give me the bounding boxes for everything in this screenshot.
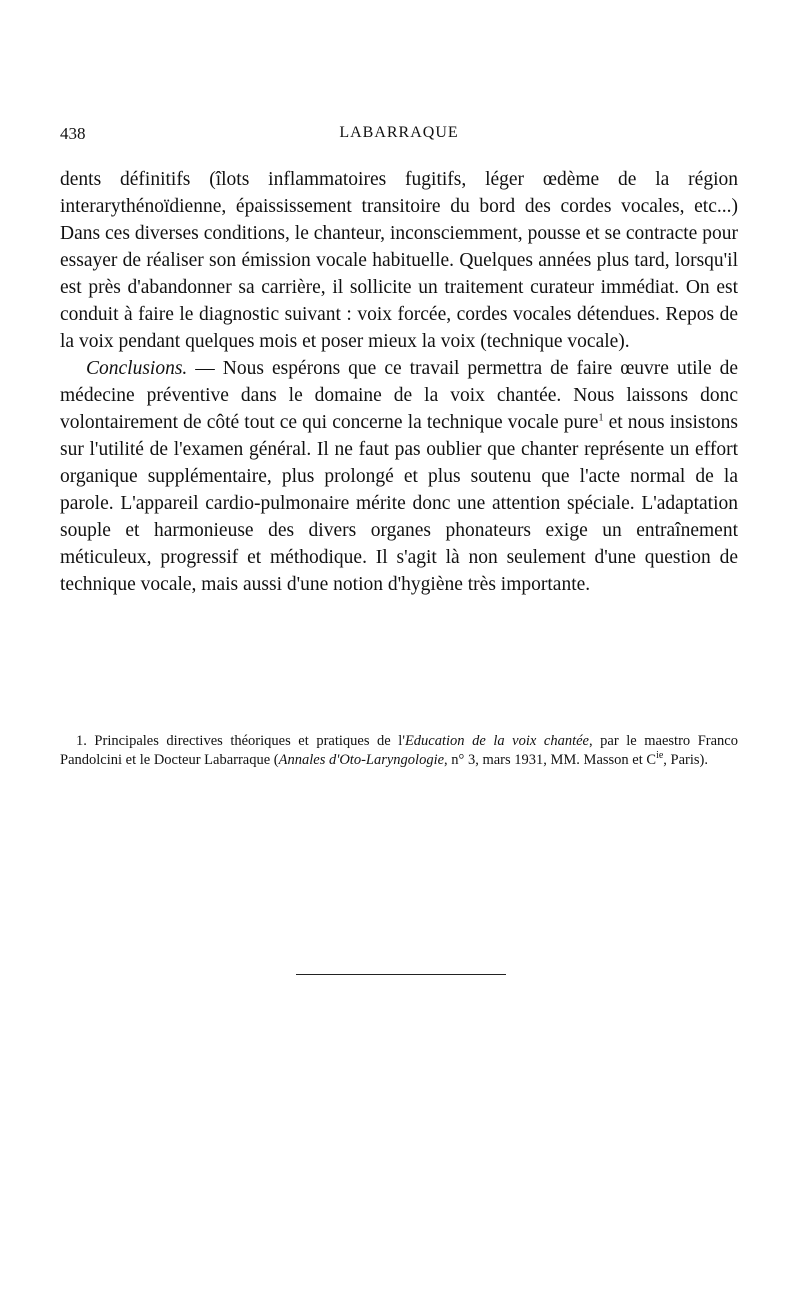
footnote-reference: 1 [598, 412, 604, 424]
footnote-cie-superscript: ie [656, 750, 664, 762]
footnote-text-c: , n° 3, mars 1931, MM. Masson et C [444, 752, 657, 768]
running-title: LABARRAQUE [339, 124, 459, 141]
footnote-text-b: , par le maestro Franco Pandolcini et le Docteur Labarraque ( [60, 733, 738, 768]
footnote-text-d: , Paris). [663, 752, 708, 768]
paragraph-1: dents définitifs (îlots inflammatoires fugitifs, léger œdème de la région interarythénoïdienne, épaississement transitoire du bord des cordes vocales, etc...) Dans ces diverses conditions, le chanteur, inconsciemment, pousse et se contracte pour essayer de réaliser son émission vocale habituelle. Quelques années plus tard, lorsqu'il est près d'abandonner sa carrière, il sollicite un traitement curateur immédiat. On est conduit à faire le diagnostic suivant : voix forcée, cordes vocales détendues. Repos de la voix pendant quelques mois et poser mieux la voix (technique vocale). [60, 169, 738, 352]
footnote-title-1: Education de la voix chantée [404, 733, 589, 749]
conclusions-text-b: et nous insistons sur l'utilité de l'examen général. Il ne faut pas oublier que chanter représente un effort organique supplémentaire, plus prolongé et plus soutenu que l'acte normal de la parole. L'appareil cardio-pulmonaire mérite donc une attention spéciale. L'adaptation souple et harmonieuse des divers organes phonateurs exige un entraînement méticuleux, progressif et méthodique. Il s'agit là non seulement d'une question de technique vocale, mais aussi d'une notion d'hygiène très importante. [60, 412, 738, 595]
page-number: 438 [60, 124, 86, 143]
body-text [60, 166, 738, 598]
footnote-title-2: Annales d'Oto-Laryngologie [278, 752, 445, 768]
footnote [60, 732, 738, 770]
paragraph-conclusions [60, 355, 738, 598]
conclusions-text-a: — Nous espérons que ce travail permettra de faire œuvre utile de médecine préventive dans le domaine de la voix chantée. Nous laissons donc volontairement de côté tout ce qui concerne la technique vocale pure [60, 358, 738, 433]
conclusions-heading: Conclusions. [86, 358, 188, 379]
page-header [60, 124, 738, 148]
horizontal-rule [296, 974, 506, 975]
footnote-text-a: Principales directives théoriques et pratiques de l' [86, 733, 405, 749]
footnote-marker: 1. [76, 733, 87, 749]
